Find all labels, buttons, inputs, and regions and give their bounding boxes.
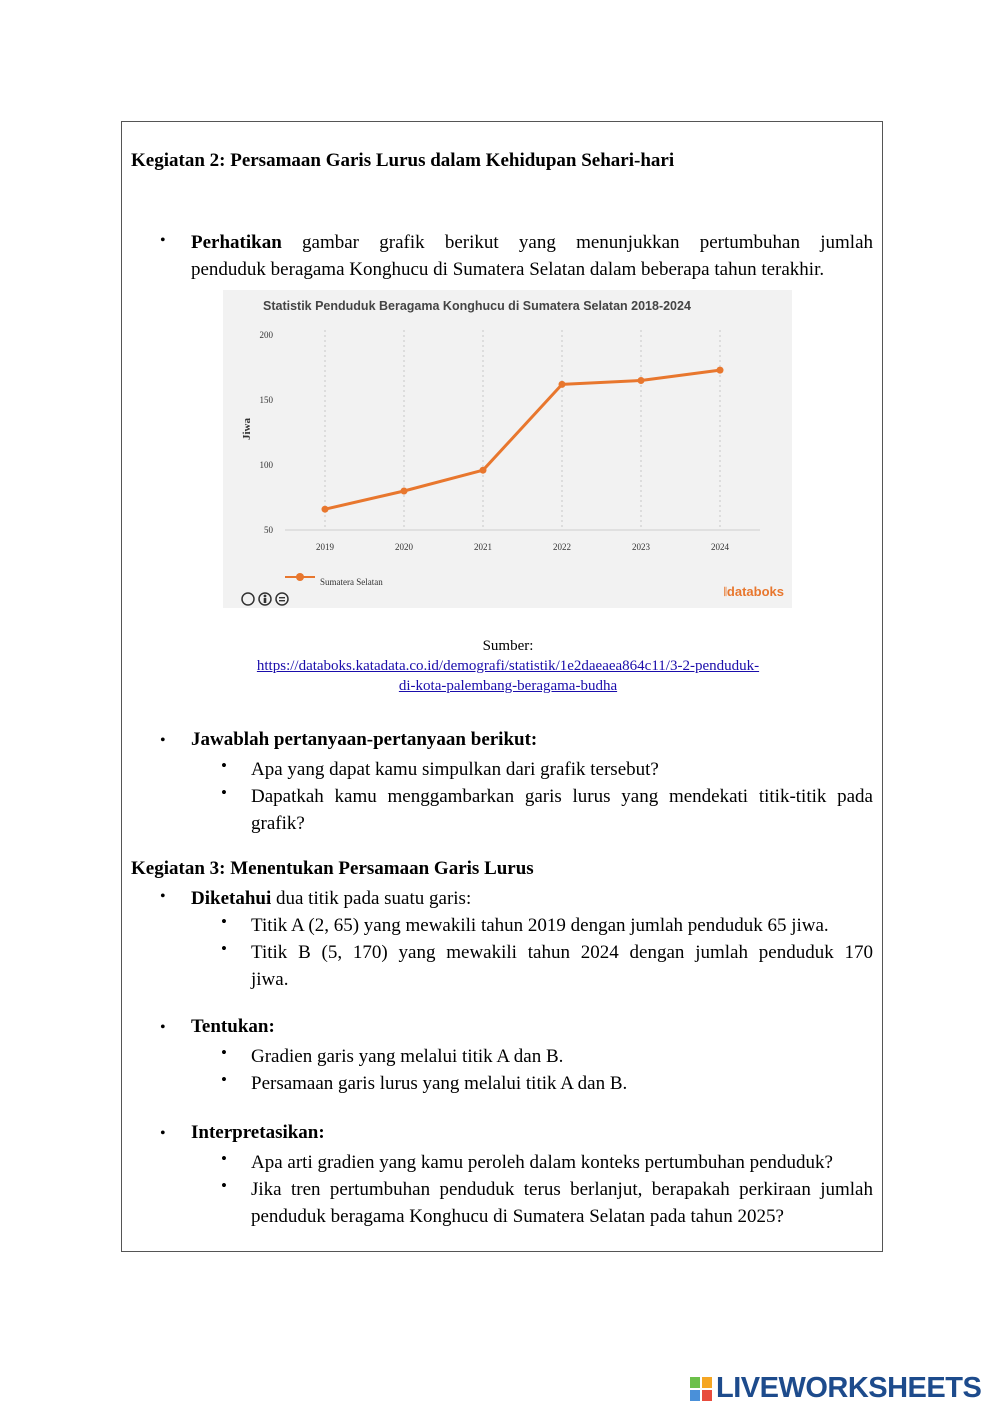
activity3-heading: Kegiatan 3: Menentukan Persamaan Garis Lurus [131,858,534,879]
observe-bold: Perhatikan [191,232,282,253]
data-point [480,467,487,474]
x-tick-label: 2024 [711,542,729,552]
sub-bullet-icon: • [221,912,227,931]
liveworksheets-brand: LIVEWORKSHEETS [716,1372,982,1404]
observe-line-2: penduduk beragama Konghucu di Sumatera Selatan dalam beberapa tahun terakhir. [191,259,825,280]
bullet-icon: • [160,1125,166,1142]
y-axis-label: Jiwa [241,418,253,440]
point-a: Titik A (2, 65) yang mewakili tahun 2019 dengan jumlah penduduk 65 jiwa. [251,915,829,936]
data-point [559,381,566,388]
interpret-1: Apa arti gradien yang kamu peroleh dalam konteks pertumbuhan penduduk? [251,1152,833,1173]
data-point [717,367,724,374]
chart-plot [223,290,792,608]
y-tick-label: 50 [264,525,273,535]
interpret-2-line-2: penduduk beragama Konghucu di Sumatera Selatan pada tahun 2025? [251,1206,784,1227]
x-tick-label: 2022 [553,542,571,552]
answer-heading: Jawablah pertanyaan-pertanyaan berikut: [191,729,538,750]
databoks-logo: 𝄃databoks [724,584,784,599]
source-label: Sumber: [482,638,534,654]
y-tick-label: 150 [259,395,273,405]
license-icons [241,592,293,609]
sub-bullet-icon: • [221,1176,227,1195]
x-tick-label: 2021 [474,542,492,552]
x-tick-label: 2020 [395,542,413,552]
sub-bullet-icon: • [221,939,227,958]
point-b-line-1: Titik B (5, 170) yang mewakili tahun 2024 dengan jumlah penduduk 170 [251,942,873,963]
determine-2: Persamaan garis lurus yang melalui titik A dan B. [251,1073,628,1094]
activity2-heading: Kegiatan 2: Persamaan Garis Lurus dalam Kehidupan Sehari-hari [131,150,675,171]
data-point [322,506,329,513]
sub-bullet-icon: • [221,756,227,775]
determine-1: Gradien garis yang melalui titik A dan B. [251,1046,564,1067]
interpret-2-line-1: Jika tren pertumbuhan penduduk terus berlanjut, berapakah perkiraan jumlah [251,1179,873,1200]
question-2-line-2: grafik? [251,813,305,834]
legend-label: Sumatera Selatan [320,577,383,587]
y-tick-label: 200 [259,330,273,340]
point-b-line-2: jiwa. [251,969,289,990]
observe-line-1-rest: gambar grafik berikut yang menunjukkan pertumbuhan jumlah [302,232,873,253]
sub-bullet-icon: • [221,783,227,802]
known-rest: dua titik pada suatu garis: [276,888,472,909]
bullet-icon: • [160,888,166,905]
liveworksheets-icon [690,1377,712,1401]
known-line [191,885,471,912]
series-line [325,370,720,509]
databoks-brand: databoks [726,584,784,599]
chart-title: Statistik Penduduk Beragama Konghucu di Sumatera Selatan 2018-2024 [263,299,691,313]
source-url-line-1[interactable]: https://databoks.katadata.co.id/demografi/statistik/1e2daeaea864c11/3-2-penduduk- [256,658,760,674]
population-chart [223,290,792,608]
x-tick-label: 2023 [632,542,650,552]
data-point [638,377,645,384]
bullet-icon: • [160,232,166,249]
interpret-heading: Interpretasikan: [191,1122,325,1143]
x-tick-label: 2019 [316,542,334,552]
source-url-line-2[interactable]: di-kota-palembang-beragama-budha [398,678,618,694]
known-bold: Diketahui [191,888,272,909]
sub-bullet-icon: • [221,1070,227,1089]
legend-dot [296,573,304,581]
determine-heading: Tentukan: [191,1016,275,1037]
question-2-line-1: Dapatkah kamu menggambarkan garis lurus yang mendekati titik-titik pada [251,786,873,807]
source-link-2[interactable] [200,676,816,696]
source-link[interactable] [200,656,816,676]
observe-line-1 [191,229,873,256]
sub-bullet-icon: • [221,1149,227,1168]
bullet-icon: • [160,732,166,749]
y-tick-label: 100 [259,460,273,470]
data-point [401,488,408,495]
bullet-icon: • [160,1019,166,1036]
question-1: Apa yang dapat kamu simpulkan dari grafik tersebut? [251,759,659,780]
sub-bullet-icon: • [221,1043,227,1062]
liveworksheets-logo [690,1372,981,1405]
